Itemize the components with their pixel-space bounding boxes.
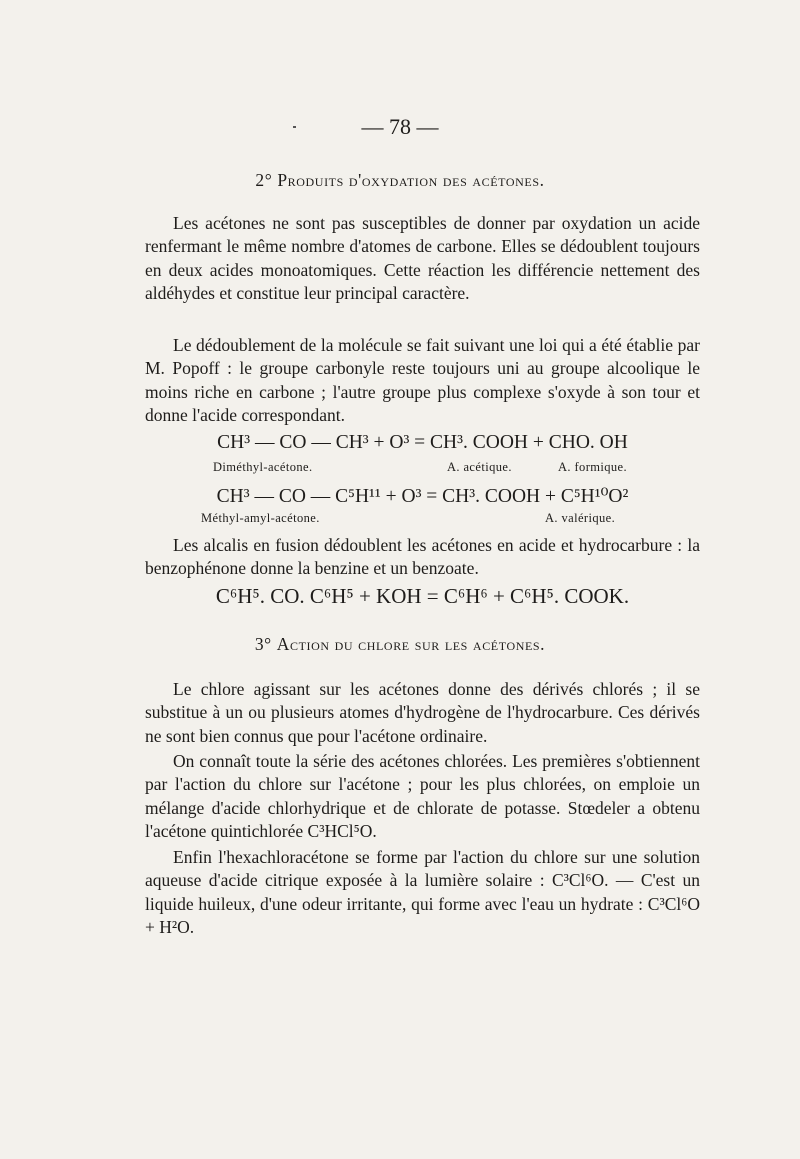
equation-label: Diméthyl-acétone. <box>213 460 313 474</box>
paragraph: Le dédoublement de la molécule se fait suivant une loi qui a été établie par M. Popoff : le groupe carbonyle reste toujours uni au groupe alcoolique le moins riche en carbone ; l'autre groupe plus complexe s'oxyde à son tour et donne l'acide correspondant. <box>145 335 700 426</box>
paragraph: Les alcalis en fusion dédoublent les acétones en acide et hydrocarbure : la benzophénone donne la benzine et un benzoate. <box>145 535 700 579</box>
page-number: — 78 — <box>361 114 439 139</box>
paragraph: Les acétones ne sont pas susceptibles de donner par oxydation un acide renfermant le même nombre d'atomes de carbone. Elles se dédoublent toujours en deux acides monoatomiques. Cette réaction les différencie nettement des aldéhydes et constitue leur principal caractère. <box>145 213 700 304</box>
equation-label: A. acétique. <box>447 460 512 474</box>
section-title: Produits d'oxydation des acétones. <box>277 170 545 190</box>
section-number: 2° <box>255 170 273 190</box>
section-title: Action du chlore sur les acétones. <box>276 634 546 654</box>
equation-label: A. valérique. <box>545 511 616 525</box>
equation: CH³ — CO — CH³ + O³ = CH³. COOH + CHO. OH <box>217 432 628 453</box>
paragraph: Le chlore agissant sur les acétones donne des dérivés chlorés ; il se substitue à un ou plusieurs atomes d'hydrogène de l'hydrocarbure. Ces dérivés ne sont bien connus que pour l'acétone ordinaire. <box>145 679 700 746</box>
equation-label: Méthyl-amyl-acétone. <box>201 511 320 525</box>
section-heading-chlorine <box>0 634 800 655</box>
section-number: 3° <box>254 634 272 654</box>
equation: CH³ — CO — C⁵H¹¹ + O³ = CH³. COOH + C⁵H¹⁰O² <box>216 486 629 507</box>
paragraph: On connaît toute la série des acétones chlorées. Les premières s'obtiennent par l'action du chlore sur l'acétone ; pour les plus chlorées, on emploie un mélange d'acide chlorhydrique et de chlorate de potasse. Stœdeler a obtenu l'acétone quintichlorée C³HCl⁵O. <box>145 751 700 842</box>
section-heading-oxidation <box>0 170 800 191</box>
paragraph: Enfin l'hexachloracétone se forme par l'action du chlore sur une solution aqueuse d'acide citrique exposée à la lumière solaire : C³Cl⁶O. — C'est un liquide huileux, d'une odeur irritante, qui forme avec l'eau un hydrate : C³Cl⁶O + H²O. <box>145 847 700 938</box>
equation-label: A. formique. <box>558 460 628 474</box>
equation: C⁶H⁵. CO. C⁶H⁵ + KOH = C⁶H⁶ + C⁶H⁵. COOK. <box>215 584 630 608</box>
